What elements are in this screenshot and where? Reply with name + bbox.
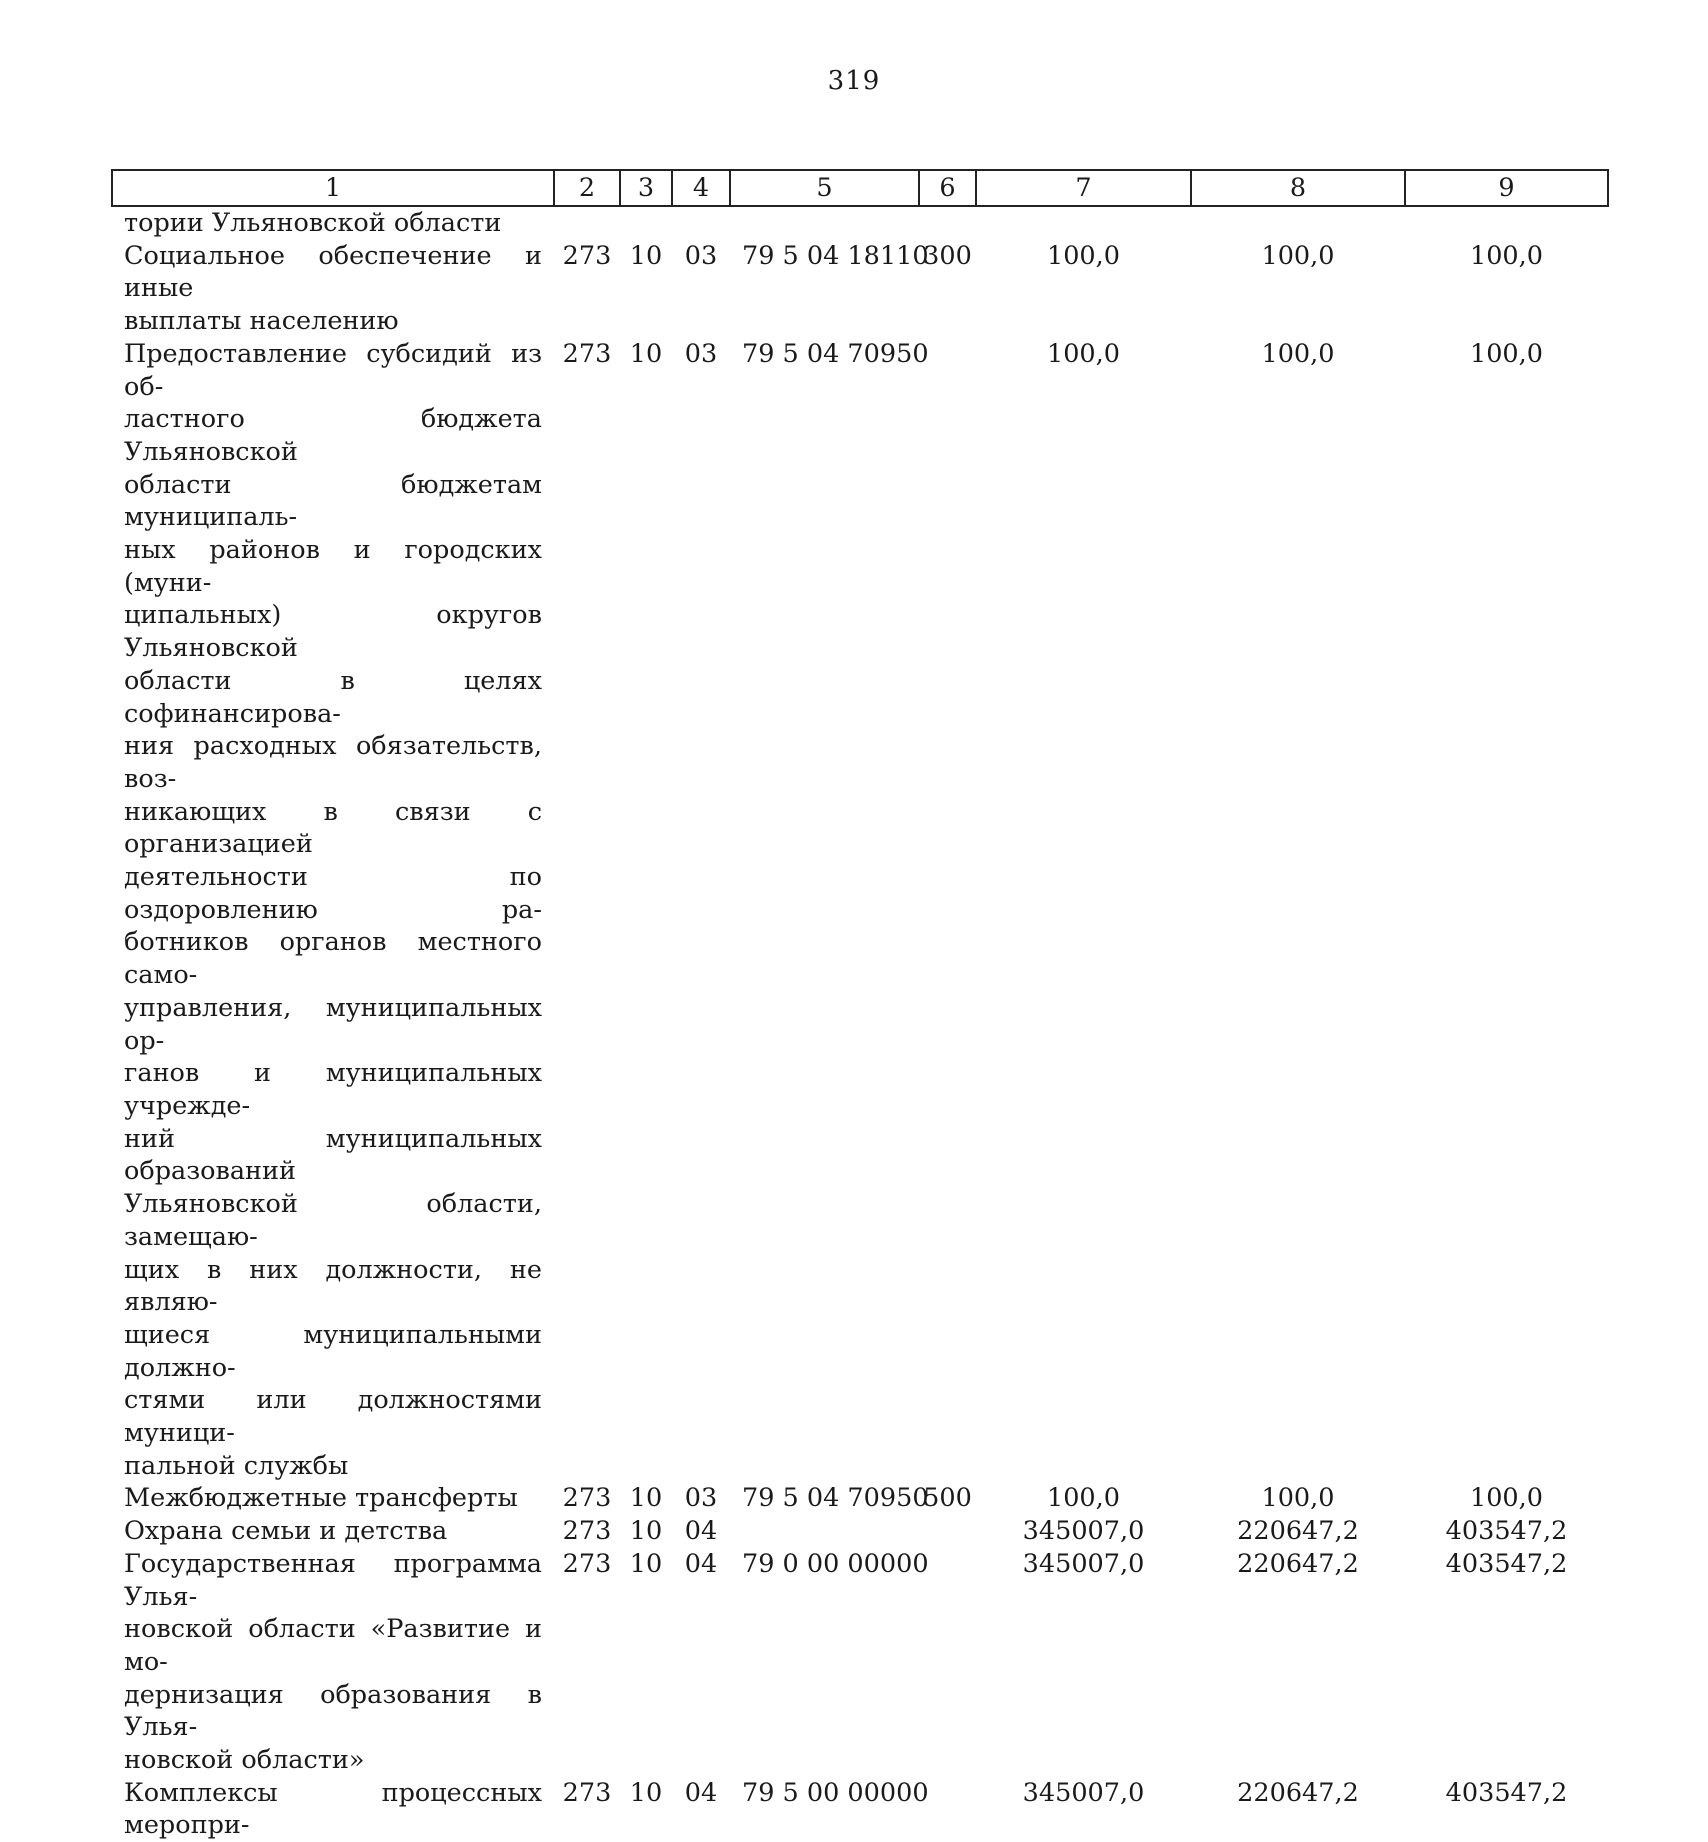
header-cell-3: 3 bbox=[620, 170, 672, 206]
header-cell-2: 2 bbox=[554, 170, 620, 206]
cell-subsection: 03 bbox=[684, 338, 718, 369]
cell-section: 10 bbox=[629, 1548, 663, 1579]
description-line: стями или должностями муници- bbox=[124, 1385, 542, 1449]
cell-ministry: 273 bbox=[562, 338, 612, 369]
cell-section: 10 bbox=[629, 338, 663, 369]
description-line: ластного бюджета Ульяновской bbox=[124, 404, 542, 467]
cell-section: 10 bbox=[629, 1516, 663, 1547]
description-line: Государственная программа Улья- bbox=[124, 1548, 542, 1612]
description-line: Охрана семьи и детства bbox=[124, 1516, 448, 1547]
description-line: Комплексы процессных меропри- bbox=[124, 1777, 542, 1841]
table-row bbox=[112, 240, 1608, 338]
cell-subsection bbox=[672, 206, 730, 240]
table-body bbox=[112, 206, 1608, 1842]
table-row bbox=[112, 1515, 1608, 1548]
cell-expense-type: 300 bbox=[923, 240, 972, 271]
description-line: ганов и муниципальных учрежде- bbox=[124, 1058, 542, 1121]
description-line: ботников органов местного само- bbox=[124, 927, 542, 991]
cell-subsection: 04 bbox=[684, 1548, 718, 1579]
description-line: Межбюджетные трансферты bbox=[124, 1483, 518, 1514]
header-row bbox=[112, 170, 1608, 206]
cell-description bbox=[112, 338, 554, 1483]
cell-section: 10 bbox=[629, 1777, 663, 1808]
cell-amount-year2 bbox=[1191, 206, 1405, 240]
cell-amount-year3: 403547,2 bbox=[1445, 1777, 1568, 1808]
cell-amount-year3: 403547,2 bbox=[1445, 1516, 1568, 1547]
cell-amount-year2: 220647,2 bbox=[1237, 1777, 1359, 1808]
cell-target-article: 79 5 00 00000 bbox=[742, 1777, 929, 1808]
cell-description bbox=[112, 1515, 554, 1548]
table-row bbox=[112, 1548, 1608, 1777]
description-line: области в целях софинансирова- bbox=[124, 665, 542, 729]
header-cell-6: 6 bbox=[919, 170, 976, 206]
header-cell-7: 7 bbox=[976, 170, 1191, 206]
cell-description bbox=[112, 1777, 554, 1842]
cell-ministry: 273 bbox=[562, 1548, 612, 1579]
description-line: выплаты населению bbox=[124, 306, 399, 337]
cell-ministry: 273 bbox=[562, 1483, 612, 1514]
description-line: тории Ульяновской области bbox=[124, 208, 502, 238]
cell-description bbox=[112, 1548, 554, 1777]
description-line: Социальное обеспечение и иные bbox=[124, 240, 542, 304]
description-line: щих в них должности, не являю- bbox=[124, 1254, 542, 1318]
description-line: управления, муниципальных ор- bbox=[124, 992, 542, 1056]
cell-amount-year3: 100,0 bbox=[1469, 338, 1543, 369]
cell-target-article: 79 5 04 70950 bbox=[742, 338, 929, 369]
description-line: новской области «Развитие и мо- bbox=[124, 1614, 542, 1677]
cell-amount-year3: 100,0 bbox=[1469, 240, 1543, 271]
cell-target-article: 79 0 00 00000 bbox=[742, 1548, 929, 1579]
cell-section: 10 bbox=[629, 1483, 663, 1514]
cell-target-article: 79 5 04 70950 bbox=[742, 1483, 929, 1514]
table-header bbox=[112, 170, 1608, 206]
cell-amount-year3: 100,0 bbox=[1469, 1483, 1543, 1514]
cell-ministry bbox=[554, 206, 620, 240]
cell-section bbox=[620, 206, 672, 240]
cell-amount-year1: 100,0 bbox=[1046, 240, 1120, 271]
description-line: деятельности по оздоровлению ра- bbox=[124, 862, 542, 925]
header-cell-4: 4 bbox=[672, 170, 730, 206]
description-line: Ульяновской области, замещаю- bbox=[124, 1189, 542, 1252]
description-line: щиеся муниципальными должно- bbox=[124, 1319, 542, 1383]
cell-amount-year1: 345007,0 bbox=[1022, 1548, 1145, 1579]
cell-target-article bbox=[730, 1515, 919, 1548]
cell-expense-type bbox=[919, 206, 976, 240]
description-line: ния расходных обязательств, воз- bbox=[124, 731, 542, 794]
cell-expense-type bbox=[919, 338, 976, 1483]
cell-amount-year2: 100,0 bbox=[1261, 338, 1335, 369]
description-line: никающих в связи с организацией bbox=[124, 796, 542, 860]
cell-subsection: 04 bbox=[684, 1777, 718, 1808]
description-line: области бюджетам муниципаль- bbox=[124, 469, 542, 533]
cell-amount-year1 bbox=[976, 206, 1191, 240]
cell-ministry: 273 bbox=[562, 1777, 612, 1808]
description-line: ний муниципальных образований bbox=[124, 1123, 542, 1187]
cell-description bbox=[112, 206, 554, 240]
cell-amount-year3: 403547,2 bbox=[1445, 1548, 1568, 1579]
header-cell-5: 5 bbox=[730, 170, 919, 206]
description-line: пальной службы bbox=[124, 1450, 349, 1481]
header-cell-1: 1 bbox=[112, 170, 554, 206]
cell-amount-year2: 100,0 bbox=[1261, 1483, 1335, 1514]
description-line: ципальных) округов Ульяновской bbox=[124, 600, 542, 664]
cell-amount-year2: 220647,2 bbox=[1237, 1548, 1359, 1579]
table-row bbox=[112, 1777, 1608, 1842]
budget-table bbox=[111, 169, 1609, 1842]
cell-subsection: 03 bbox=[684, 1483, 718, 1514]
cell-description bbox=[112, 1482, 554, 1515]
cell-amount-year1: 100,0 bbox=[1046, 338, 1120, 369]
header-cell-8: 8 bbox=[1191, 170, 1405, 206]
cell-amount-year2: 100,0 bbox=[1261, 240, 1335, 271]
cell-expense-type bbox=[919, 1515, 976, 1548]
table-row bbox=[112, 338, 1608, 1483]
cell-description bbox=[112, 240, 554, 338]
cell-subsection: 04 bbox=[684, 1516, 718, 1547]
table-row bbox=[112, 1482, 1608, 1515]
cell-amount-year1: 100,0 bbox=[1046, 1483, 1120, 1514]
description-line: ных районов и городских (муни- bbox=[124, 535, 542, 598]
table-row bbox=[112, 206, 1608, 240]
cell-target-article: 79 5 04 18110 bbox=[742, 240, 929, 271]
cell-section: 10 bbox=[629, 240, 663, 271]
cell-amount-year1: 345007,0 bbox=[1022, 1516, 1145, 1547]
header-cell-9: 9 bbox=[1405, 170, 1608, 206]
cell-expense-type: 500 bbox=[923, 1483, 972, 1514]
cell-amount-year1: 345007,0 bbox=[1022, 1777, 1145, 1808]
cell-ministry: 273 bbox=[562, 240, 612, 271]
description-line: новской области» bbox=[124, 1745, 365, 1776]
cell-ministry: 273 bbox=[562, 1516, 612, 1547]
cell-expense-type bbox=[919, 1548, 976, 1777]
page-number: 319 bbox=[827, 66, 881, 96]
description-line: Предоставление субсидий из об- bbox=[124, 338, 542, 402]
cell-subsection: 03 bbox=[684, 240, 718, 271]
description-line: дернизация образования в Улья- bbox=[124, 1679, 542, 1743]
cell-target-article bbox=[730, 206, 919, 240]
cell-amount-year2: 220647,2 bbox=[1237, 1516, 1359, 1547]
cell-amount-year3 bbox=[1405, 206, 1608, 240]
